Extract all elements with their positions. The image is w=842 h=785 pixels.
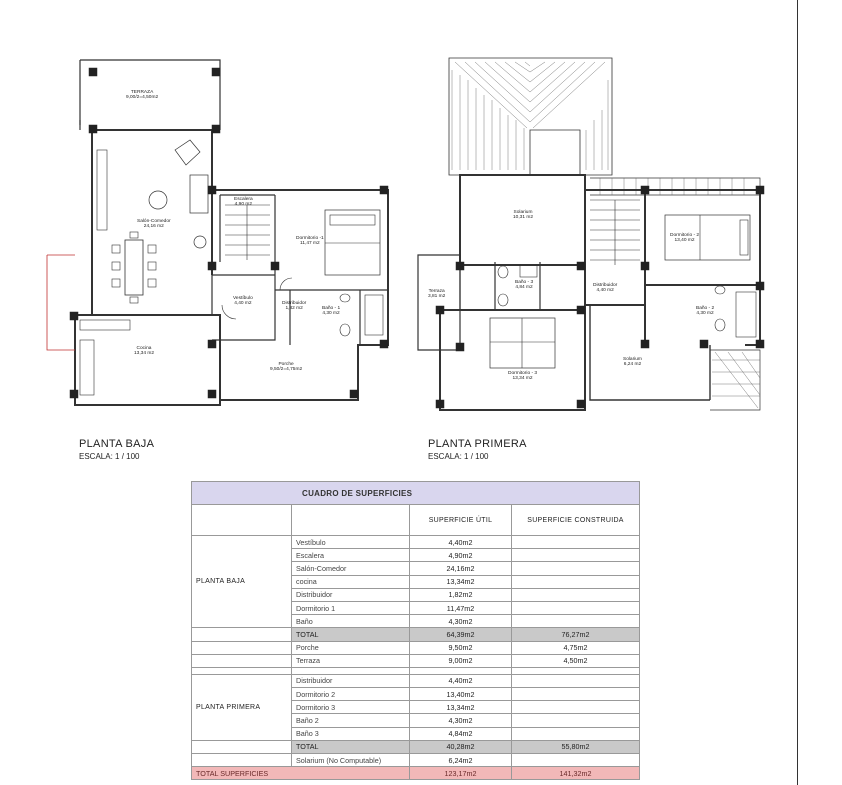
grand-total-construida: 141,32m2 bbox=[512, 767, 640, 780]
construida-cell bbox=[512, 701, 640, 714]
pb-escalera-label: Escalera 4,90 m2 bbox=[234, 197, 253, 208]
blank-cell bbox=[192, 754, 292, 767]
surface-table bbox=[191, 481, 640, 780]
construida-cell bbox=[512, 714, 640, 727]
blank-cell bbox=[192, 628, 292, 641]
col-header-construida: SUPERFICIE CONSTRUIDA bbox=[512, 505, 640, 536]
total-util: 64,39m2 bbox=[410, 628, 512, 641]
util-cell: 6,24m2 bbox=[410, 754, 512, 767]
blank-header-cell bbox=[192, 505, 292, 536]
columns-pp bbox=[436, 186, 764, 408]
total-row-primera bbox=[192, 740, 640, 753]
util-cell: 4,40m2 bbox=[410, 536, 512, 549]
room-cell: cocina bbox=[292, 575, 410, 588]
table-row bbox=[192, 674, 640, 687]
table-row bbox=[192, 536, 640, 549]
construida-cell bbox=[512, 575, 640, 588]
pb-salon-label: Salón-Comedor 24,16 m2 bbox=[137, 219, 171, 230]
blank-cell bbox=[192, 740, 292, 753]
construida-cell bbox=[512, 615, 640, 628]
construida-cell: 4,50m2 bbox=[512, 654, 640, 667]
pp-dormitorio2-label: Dormitorio - 2 13,40 m2 bbox=[670, 233, 700, 244]
room-cell: Dormitorio 1 bbox=[292, 601, 410, 614]
pb-dormitorio1-label: Dormitorio -1 11,47 m2 bbox=[296, 236, 324, 247]
pb-terraza-label: TERRAZA 9,00/2=4,50m2 bbox=[126, 90, 159, 101]
total-row-baja bbox=[192, 628, 640, 641]
pp-bano2-label: Baño - 2 4,30 m2 bbox=[696, 306, 715, 317]
spacer-row bbox=[192, 667, 640, 674]
construida-cell bbox=[512, 562, 640, 575]
pp-distribuidor-label: Distribuidor 4,40 m2 bbox=[593, 283, 618, 294]
room-cell: Vestíbulo bbox=[292, 536, 410, 549]
util-cell: 13,34m2 bbox=[410, 701, 512, 714]
pp-solarium1-label: Solarium 10,31 m2 bbox=[513, 210, 534, 221]
table-title: CUADRO DE SUPERFICIES bbox=[192, 482, 640, 505]
construida-cell bbox=[512, 601, 640, 614]
total-label: TOTAL bbox=[292, 628, 410, 641]
total-util: 40,28m2 bbox=[410, 740, 512, 753]
construida-cell bbox=[512, 588, 640, 601]
plan-title-primera: PLANTA PRIMERA bbox=[428, 438, 527, 450]
planta-baja-drawing bbox=[47, 60, 388, 405]
table-row bbox=[192, 654, 640, 667]
blank-cell bbox=[192, 654, 292, 667]
plan-title-baja: PLANTA BAJA bbox=[79, 438, 155, 450]
blank-header-cell bbox=[292, 505, 410, 536]
util-cell: 24,16m2 bbox=[410, 562, 512, 575]
grand-total-util: 123,17m2 bbox=[410, 767, 512, 780]
grand-total-row bbox=[192, 767, 640, 780]
construida-cell bbox=[512, 688, 640, 701]
pp-bano3-label: Baño - 3 4,84 m2 bbox=[515, 280, 534, 291]
room-cell: Baño 3 bbox=[292, 727, 410, 740]
grand-total-label: TOTAL SUPERFICIES bbox=[192, 767, 410, 780]
room-cell: Escalera bbox=[292, 549, 410, 562]
room-cell: Baño bbox=[292, 615, 410, 628]
construida-cell bbox=[512, 754, 640, 767]
util-cell: 13,34m2 bbox=[410, 575, 512, 588]
room-cell: Distribuidor bbox=[292, 674, 410, 687]
total-label: TOTAL bbox=[292, 740, 410, 753]
util-cell: 13,40m2 bbox=[410, 688, 512, 701]
construida-cell bbox=[512, 549, 640, 562]
room-cell: Dormitorio 3 bbox=[292, 701, 410, 714]
util-cell: 11,47m2 bbox=[410, 601, 512, 614]
util-cell: 4,30m2 bbox=[410, 714, 512, 727]
construida-cell bbox=[512, 674, 640, 687]
util-cell: 9,00m2 bbox=[410, 654, 512, 667]
group-label-primera: PLANTA PRIMERA bbox=[192, 674, 292, 740]
room-cell: Salón-Comedor bbox=[292, 562, 410, 575]
group-label-baja: PLANTA BAJA bbox=[192, 536, 292, 628]
room-cell: Baño 2 bbox=[292, 714, 410, 727]
room-cell: Distribuidor bbox=[292, 588, 410, 601]
total-construida: 76,27m2 bbox=[512, 628, 640, 641]
columns-pb bbox=[70, 68, 388, 398]
construida-cell bbox=[512, 536, 640, 549]
room-cell: Porche bbox=[292, 641, 410, 654]
util-cell: 1,82m2 bbox=[410, 588, 512, 601]
util-cell: 4,84m2 bbox=[410, 727, 512, 740]
util-cell: 4,30m2 bbox=[410, 615, 512, 628]
table-row bbox=[192, 641, 640, 654]
construida-cell bbox=[512, 727, 640, 740]
pp-solarium2-label: Solarium 6,24 m2 bbox=[623, 357, 642, 368]
plan-scale-baja: ESCALA: 1 / 100 bbox=[79, 452, 140, 461]
room-cell: Solarium (No Computable) bbox=[292, 754, 410, 767]
pp-terraza-label: Terraza 3,81 m2 bbox=[428, 289, 446, 300]
util-cell: 4,40m2 bbox=[410, 674, 512, 687]
pp-dormitorio3-label: Dormitorio - 3 13,34 m2 bbox=[508, 371, 538, 382]
construida-cell: 4,75m2 bbox=[512, 641, 640, 654]
col-header-util: SUPERFICIE ÚTIL bbox=[410, 505, 512, 536]
util-cell: 4,90m2 bbox=[410, 549, 512, 562]
room-cell: Terraza bbox=[292, 654, 410, 667]
blank-cell bbox=[192, 641, 292, 654]
pb-vestibulo-label: Vestíbulo 4,40 m2 bbox=[233, 296, 253, 307]
total-construida: 55,80m2 bbox=[512, 740, 640, 753]
plan-scale-primera: ESCALA: 1 / 100 bbox=[428, 452, 489, 461]
util-cell: 9,50m2 bbox=[410, 641, 512, 654]
table-row bbox=[192, 754, 640, 767]
planta-primera-drawing bbox=[418, 58, 760, 410]
room-cell: Dormitorio 2 bbox=[292, 688, 410, 701]
pb-porche-label: Porche 9,50/2=4,75m2 bbox=[270, 362, 303, 373]
pb-distribuidor-label: Distribuidor 1,82 m2 bbox=[282, 301, 307, 312]
pb-cocina-label: Cocina 13,34 m2 bbox=[134, 346, 155, 357]
pb-bano-label: Baño - 1 4,30 m2 bbox=[322, 306, 341, 317]
